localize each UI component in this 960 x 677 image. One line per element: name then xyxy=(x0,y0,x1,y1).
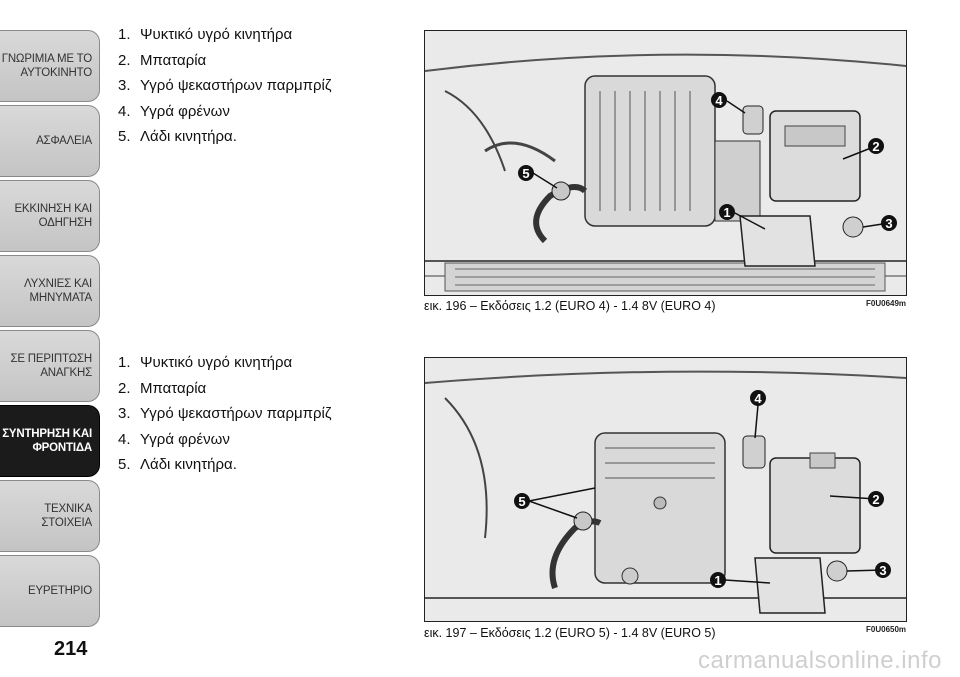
tab-index[interactable]: ΕΥΡΕΤΗΡΙΟ xyxy=(0,555,100,627)
callout-2 xyxy=(868,491,884,507)
tab-getting-to-know-car[interactable]: ΓΝΩΡΙΜΙΑ ΜΕ ΤΟ ΑΥΤΟΚΙΝΗΤΟ xyxy=(0,30,100,102)
tab-emergency[interactable]: ΣΕ ΠΕΡΙΠΤΩΣΗ ΑΝΑΓΚΗΣ xyxy=(0,330,100,402)
svg-text:2: 2 xyxy=(872,139,880,154)
svg-text:1: 1 xyxy=(723,205,731,220)
callout-1 xyxy=(719,204,735,220)
figure-code: F0U0649m xyxy=(866,299,907,308)
svg-text:3: 3 xyxy=(885,216,893,231)
legend-item: 3. Υγρό ψεκαστήρων παρμπρίζ xyxy=(118,405,332,423)
legend-list-fig196 xyxy=(118,22,331,150)
engine-bay-illustration-fig197 xyxy=(424,357,907,622)
callout-4 xyxy=(711,92,727,108)
svg-text:2: 2 xyxy=(872,492,880,507)
engine-bay-illustration-fig196 xyxy=(424,30,907,296)
legend-item: 1. Ψυκτικό υγρό κινητήρα xyxy=(118,354,293,371)
tab-warning-lights[interactable]: ΛΥΧΝΙΕΣ ΚΑΙ ΜΗΝΥΜΑΤΑ xyxy=(0,255,100,327)
tab-technical-data[interactable]: ΤΕΧΝΙΚΑ ΣΤΟΙΧΕΙΑ xyxy=(0,480,100,552)
tab-safety[interactable]: ΑΣΦΑΛΕΙΑ xyxy=(0,105,100,177)
legend-item: 3. Υγρό ψεκαστήρων παρμπρίζ xyxy=(118,77,332,95)
callout-3 xyxy=(875,562,891,578)
legend-item: 5. Λάδι κινητήρα. xyxy=(118,456,237,474)
legend-item: 4. Υγρά φρένων xyxy=(118,102,230,120)
legend-item: 1. Ψυκτικό υγρό κινητήρα xyxy=(118,26,293,43)
svg-text:1: 1 xyxy=(714,573,722,588)
callout-5 xyxy=(518,165,534,181)
figure-code: F0U0650m xyxy=(866,625,907,634)
page-number: 214 xyxy=(54,638,88,660)
callout-4 xyxy=(750,390,766,406)
callout-5 xyxy=(514,493,530,509)
svg-text:3: 3 xyxy=(879,563,887,578)
legend-item: 4. Υγρά φρένων xyxy=(118,430,230,448)
callout-1 xyxy=(710,572,726,588)
tab-starting-driving[interactable]: ΕΚΚΙΝΗΣΗ ΚΑΙ ΟΔΗΓΗΣΗ xyxy=(0,180,100,252)
legend-item: 2. Μπαταρία xyxy=(118,379,207,397)
svg-text:5: 5 xyxy=(518,494,526,509)
tab-maintenance-care[interactable]: ΣΥΝΤΗΡΗΣΗ ΚΑΙ ΦΡΟΝΤΙΔΑ xyxy=(0,405,100,477)
svg-text:5: 5 xyxy=(522,166,530,181)
figure-caption: εικ. 197 – Εκδόσεις 1.2 (EURO 5) - 1.4 8V (EURO 5) xyxy=(424,626,716,640)
legend-item: 2. Μπαταρία xyxy=(118,51,207,69)
legend-item: 5. Λάδι κινητήρα. xyxy=(118,128,237,146)
callout-2 xyxy=(868,138,884,154)
watermark: carmanualsonline.info xyxy=(698,647,942,674)
svg-text:4: 4 xyxy=(754,391,762,406)
legend-list-fig197 xyxy=(118,350,331,478)
callout-3 xyxy=(881,215,897,231)
figure-caption: εικ. 196 – Εκδόσεις 1.2 (EURO 4) - 1.4 8V (EURO 4) xyxy=(424,299,716,313)
svg-text:4: 4 xyxy=(715,93,723,108)
